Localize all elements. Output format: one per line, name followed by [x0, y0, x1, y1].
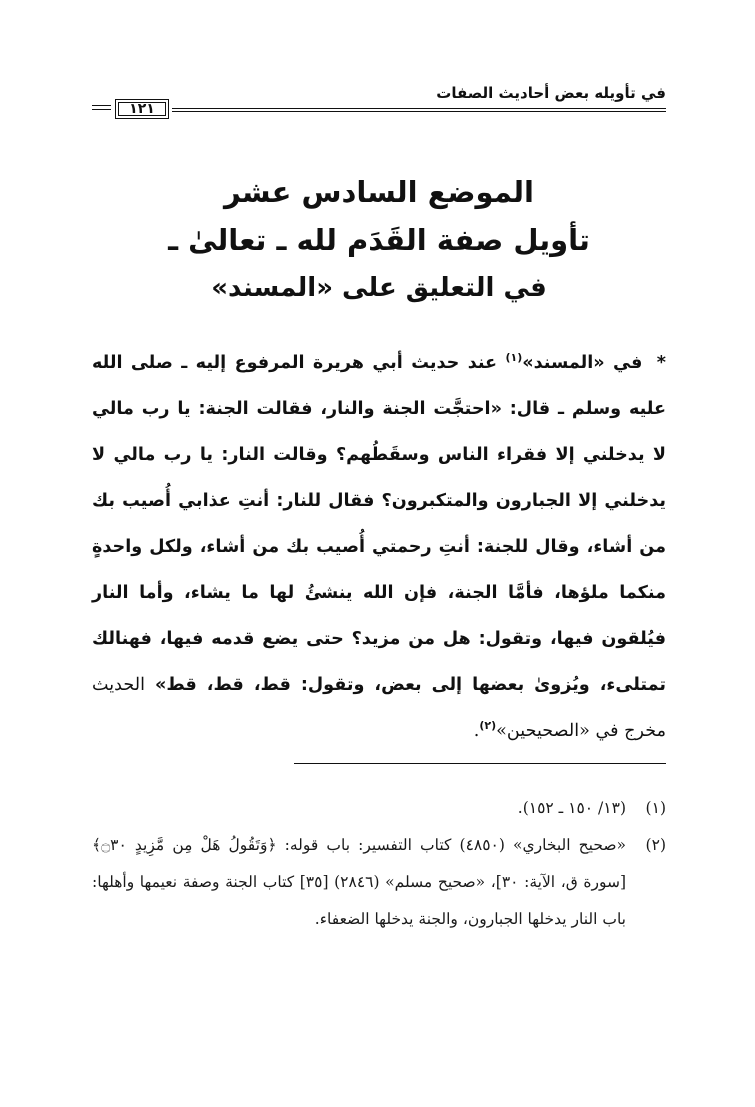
paragraph-intro: في «المسند» [522, 353, 643, 373]
section-subheading: تأويل صفة القَدَم لله ـ تعالىٰ ـ [168, 223, 590, 257]
footnote-2 [92, 827, 666, 938]
footnote-ref-2[interactable]: (٢) [479, 719, 497, 733]
running-header [92, 82, 666, 122]
footnote-text: (١٣/ ١٥٠ ـ ١٥٢). [517, 799, 626, 817]
footnote-marker: (٢) [645, 836, 666, 854]
section-titles [92, 168, 666, 312]
header-left-dash [92, 105, 111, 106]
hadith-text: عند حديث أبي هريرة المرفوع إليه ـ صلى الله عليه وسلم ـ قال: «احتجَّت الجنة والنار، فقالت الجنة: يا رب مالي لا يدخلني إلا فقراء الناس وسقَطُهم؟ وقالت النار: يا رب مالي لا يدخلني إلا الجبارون والمتكبرون؟ فقال للنار: أنتِ عذابي أُصيب بك من أشاء، وقال للجنة: أنتِ رحمتي أُصيب بك من أشاء، ولكل واحدةٍ منكما ملؤها، فأمَّا الجنة، فإن الله ينشئُ لها ما يشاء، وأما النار فيُلقون فيها، وتقول: هل من مزيد؟ حتى يضع قدمه فيها، فهنالك تمتلىء، ويُزوىٰ بعضها إلى بعض، وتقول: قط، قط، قط» [92, 353, 666, 695]
section-context: في التعليق على «المسند» [211, 273, 547, 303]
header-double-rule [172, 108, 666, 109]
footnote-ref-1[interactable]: (١) [505, 351, 523, 365]
running-header-title: في تأويله بعض أحاديث الصفات [436, 84, 666, 102]
footnote-separator [294, 763, 666, 764]
paragraph-end: . [473, 721, 480, 741]
page-number: ١٢١ [115, 99, 169, 119]
footnote-text: «صحيح البخاري» (٤٨٥٠) كتاب التفسير: باب قوله: ﴿وَتَقُولُ هَلْ مِن مَّزِيدٍ ۝٣٠﴾ [سورة ق، الآية: ٣٠]، «صحيح مسلم» (٢٨٤٦) [٣٥] كتاب الجنة وصفة نعيمها وأهلها: باب النار يدخلها الجبارون، والجنة يدخلها الضعفاء. [92, 836, 626, 928]
main-paragraph [92, 340, 666, 754]
section-heading: الموضع السادس عشر [224, 175, 534, 209]
star-bullet: * [656, 353, 666, 373]
footnotes [92, 790, 666, 938]
footnote-marker: (١) [645, 799, 666, 817]
footnote-1 [92, 790, 666, 827]
paragraph-tail: الحديث مخرج في «الصحيحين» [92, 675, 666, 741]
